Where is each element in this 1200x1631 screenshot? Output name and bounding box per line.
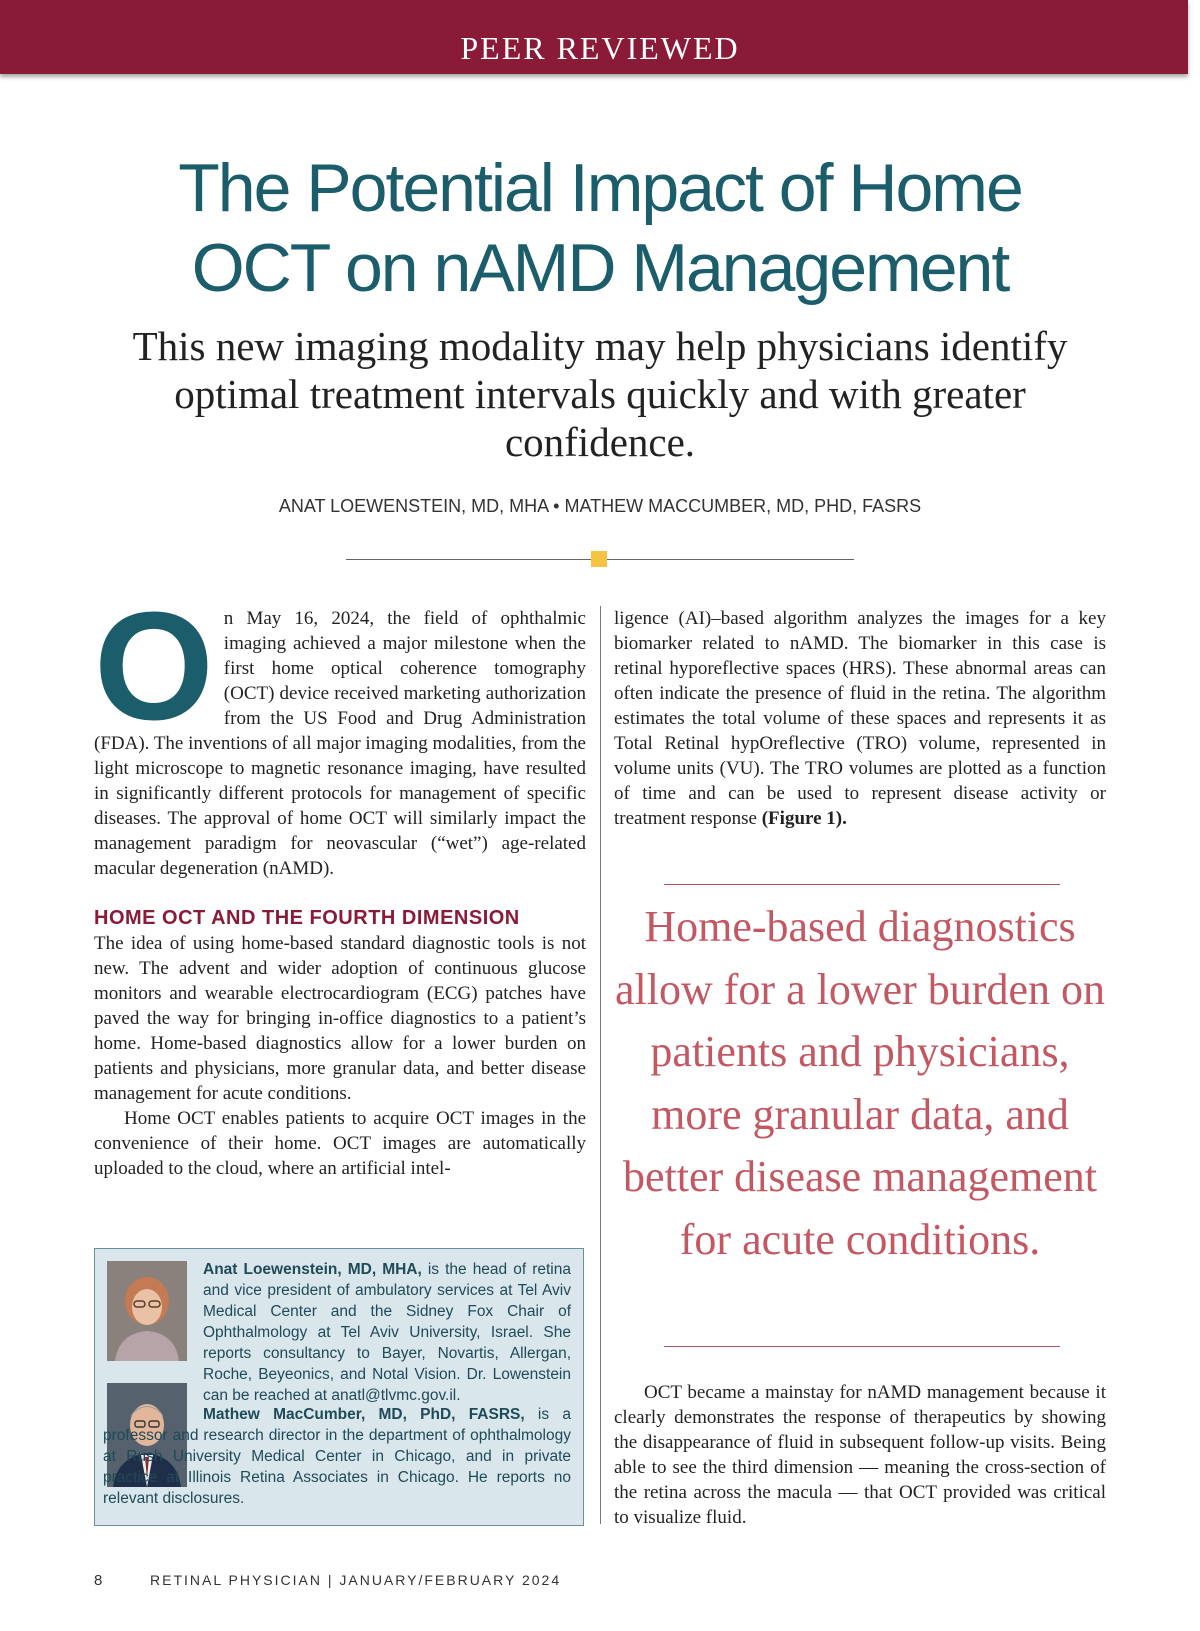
bio-name-loewenstein: Anat Loewenstein, MD, MHA,: [203, 1261, 422, 1278]
bio-loewenstein: [203, 1259, 571, 1406]
intro-text: n May 16, 2024, the field of ophthalmic imaging achieved a major milestone when the first home optical coherence tomography (OCT) device received marketing authorization from the US Food and Drug Administration (FDA). The inventions of all major imaging modalities, from the light microscope to magnetic resonance imaging, have resulted in significantly different protocols for management of specific diseases. The approval of home OCT will similarly impact the management paradigm for neovascular (“wet”) age-related macular degeneration (nAMD).: [94, 608, 586, 879]
pull-quote: Home-based diagnostics allow for a lower burden on patients and physicians, more granular data, and better disease management for acute conditions.: [615, 902, 1105, 1264]
portrait-woman-icon: [107, 1261, 187, 1361]
pullquote-rule-top: [664, 884, 1060, 885]
publication-info: RETINAL PHYSICIAN | JANUARY/FEBRUARY 2024: [150, 1572, 562, 1588]
right-column: [614, 606, 1106, 831]
bio-maccumber: [103, 1404, 571, 1509]
pullquote-rule-bottom: [664, 1346, 1060, 1347]
author-bio-box: [94, 1248, 584, 1526]
body-paragraph-4: [614, 606, 1106, 831]
bio-text-maccumber: is a professor and research director in the department of ophthalmology at Rush University Medical Center in Chicago, and in private practice at Illinois Retina Associates in Chicago. He reports no relevant disclosures.: [103, 1406, 571, 1507]
divider-ornament: [346, 549, 854, 571]
drop-cap: O: [94, 580, 214, 752]
ornament-square-icon: [591, 551, 607, 567]
author-byline: ANAT LOEWENSTEIN, MD, MHA • MATHEW MACCUMBER, MD, PHD, FASRS: [278, 496, 922, 516]
bio-name-maccumber: Mathew MacCumber, MD, PhD, FASRS,: [203, 1406, 525, 1423]
bio-text-loewenstein: is the head of retina and vice president of ambulatory services at Tel Aviv Medical Center and the Sidney Fox Chair of Ophthalmology at Tel Aviv University, Israel. She reports consultancy to Bayer, Novartis, Allergan, Roche, Beyeonics, and Notal Vision. Dr. Lowenstein can be reached at anatl@tlvmc.gov.il.: [203, 1261, 571, 1404]
article-title: [60, 148, 1140, 308]
left-column: [94, 580, 586, 1181]
article-subtitle: This new imaging modality may help physicians identify optimal treatment intervals quickly and with greater confidence.: [132, 323, 1068, 465]
banner-label: PEER REVIEWED: [460, 30, 740, 66]
figure-reference: (Figure 1).: [761, 808, 847, 829]
body-paragraph-2: The idea of using home-based standard diagnostic tools is not new. The advent and wider adoption of continuous glucose monitors and wearable electrocardiogram (ECG) patches have paved the way for bringing in-office diagnostics to a patient’s home. Home-based diagnostics allow for a lower burden on patients and physicians, more granular data, and better disease management for acute conditions.: [94, 933, 586, 1104]
page-footer: [94, 1572, 561, 1589]
body-paragraph-4-text: ligence (AI)–based algorithm analyzes the images for a key biomarker related to nAMD. The biomarker in this case is retinal hyporeflective spaces (HRS). These abnormal areas can often indicate the presence of fluid in the retina. The algorithm estimates the total volume of these spaces and represents it as Total Retinal hypOreflective (TRO) volume, represented in volume units (VU). The TRO volumes are plotted as a function of time and can be used to represent disease activity or treatment response: [614, 608, 1106, 829]
right-column-bottom: [614, 1380, 1106, 1530]
body-paragraph-5: OCT became a mainstay for nAMD management because it clearly demonstrates the response of therapeutics by showing the disappearance of fluid in subsequent follow-up visits. Being able to see the third dimension — meaning the cross-section of the retina across the macula — that OCT provided was critical to visualize fluid.: [614, 1382, 1106, 1528]
author-photo-loewenstein: [107, 1261, 187, 1361]
intro-paragraph: [94, 580, 586, 881]
title-line-2: OCT on nAMD Management: [191, 230, 1009, 306]
page-number: 8: [94, 1572, 103, 1589]
title-line-1: The Potential Impact of Home: [178, 150, 1022, 226]
section-heading: HOME OCT AND THE FOURTH DIMENSION: [94, 907, 520, 929]
column-divider: [600, 606, 601, 1524]
body-paragraph-3: Home OCT enables patients to acquire OCT images in the convenience of their home. OCT images are automatically uploaded to the cloud, where an artificial intel-: [94, 1108, 586, 1179]
